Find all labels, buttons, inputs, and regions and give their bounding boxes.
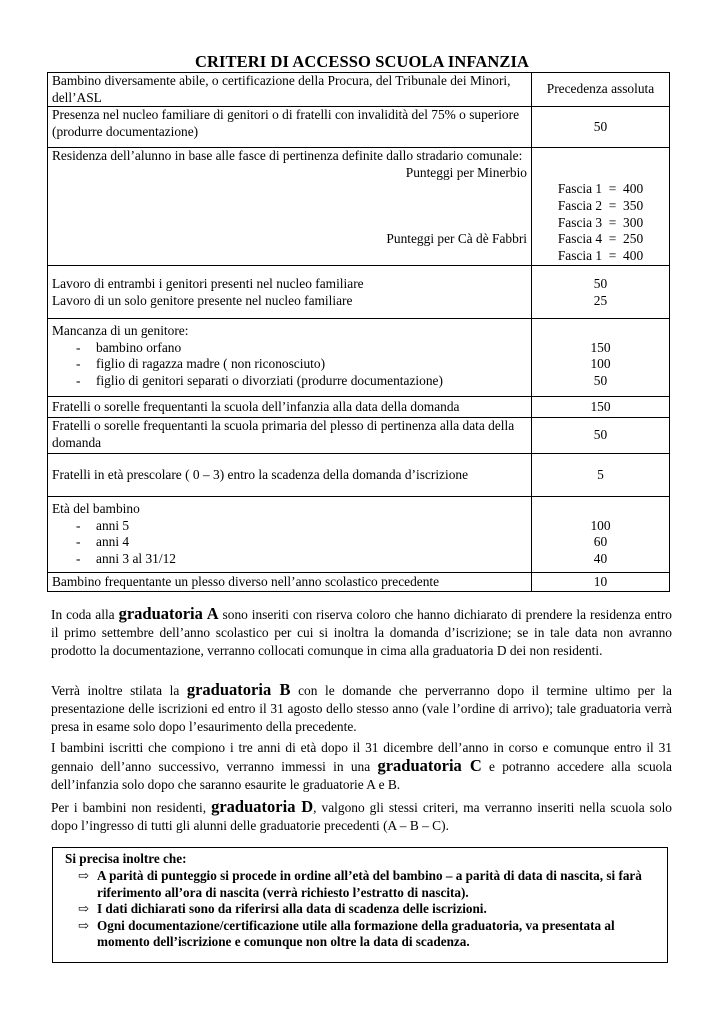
- criterion-cell: Bambino diversamente abile, o certificazione della Procura, del Tribunale dei Minori, dell’ASL: [48, 73, 532, 107]
- paragraph-graduatoria-b: Verrà inoltre stilata la graduatoria B con le domande che perverranno dopo il termine ultimo per la presentazione delle iscrizioni ed entro il 31 agosto dello stesso anno (vale l’ordine di arrivo); tale graduatoria verrà presa in esame solo dopo l’esaurimento della precedente.: [51, 680, 672, 734]
- score-cell: 5: [532, 454, 670, 497]
- list-item: - anni 5: [76, 517, 130, 533]
- score-cell: [532, 148, 670, 266]
- score-cell: [532, 319, 670, 397]
- table-row: [48, 497, 670, 573]
- table-row: [48, 418, 670, 454]
- fascia-value: Fascia 1 = 400: [557, 247, 644, 263]
- list-item: - anni 4: [76, 534, 130, 550]
- fascia-value: Fascia 1 = 400: [557, 181, 644, 197]
- right-arrow-icon: ⇨: [78, 917, 89, 933]
- list-item: - figlio di genitori separati o divorziati (produrre documentazione): [76, 372, 443, 388]
- score-cell: [532, 266, 670, 319]
- score-cell: 50: [532, 418, 670, 454]
- criteria-table: [47, 72, 670, 592]
- paragraph-graduatoria-c: I bambini iscritti che compiono i tre anni di età dopo il 31 dicembre dell’anno in corso e comunque entro il 31 gennaio dell’anno successivo, verranno immessi in una graduatoria C e potranno accedere alla scuola dell’infanzia solo dopo che saranno esaurite le graduatorie A e B.: [51, 740, 672, 792]
- note-heading: Si precisa inoltre che:: [65, 851, 187, 866]
- list-item: - bambino orfano: [76, 339, 182, 355]
- list-item: - anni 3 al 31/12: [76, 550, 176, 566]
- age-intro: Età del bambino: [52, 501, 140, 517]
- work-line: Lavoro di un solo genitore presente nel nucleo familiare: [52, 292, 353, 308]
- criterion-cell: [48, 266, 532, 319]
- note-item: ⇨ I dati dichiarati sono da riferirsi alla data di scadenza delle iscrizioni.: [78, 901, 487, 917]
- table-row: [48, 573, 670, 592]
- criterion-cell: Fratelli o sorelle frequentanti la scuola primaria del plesso di pertinenza alla data della domanda: [48, 418, 532, 454]
- list-value: 150: [590, 339, 611, 355]
- criterion-cell: [48, 319, 532, 397]
- list-value: 100: [590, 356, 611, 372]
- table-row: [48, 454, 670, 497]
- paragraph-graduatoria-d: Per i bambini non residenti, graduatoria D, valgono gli stessi criteri, ma verranno inseriti nella scuola solo dopo l’ingresso di tutti gli alunni delle graduatorie precedenti (A – B – C).: [51, 797, 672, 833]
- score-cell: 10: [532, 573, 670, 592]
- criterion-cell: Bambino frequentante un plesso diverso nell’anno scolastico precedente: [48, 573, 532, 592]
- criterion-cell: Fratelli o sorelle frequentanti la scuola dell’infanzia alla data della domanda: [48, 397, 532, 418]
- work-line: Lavoro di entrambi i genitori presenti nel nucleo familiare: [52, 276, 364, 292]
- minerbio-label: Punteggi per Minerbio: [405, 164, 527, 180]
- work-value: 25: [593, 292, 608, 308]
- note-item: ⇨ A parità di punteggio si procede in ordine all’età del bambino – a parità di data di nascita, si farà riferimento all’ora di nascita (verrà richiesto l’estratto di nascita).: [78, 868, 642, 900]
- criterion-cell: [48, 148, 532, 266]
- right-arrow-icon: ⇨: [78, 868, 89, 884]
- fascia-value: Fascia 4 = 250: [557, 231, 644, 247]
- table-row: [48, 148, 670, 266]
- graduatoria-label: graduatoria A: [118, 604, 219, 623]
- note-item: ⇨ Ogni documentazione/certificazione utile alla formazione della graduatoria, va presentata al momento dell’iscrizione e comunque non oltre la data di scadenza.: [78, 917, 615, 950]
- table-row: [48, 107, 670, 148]
- paragraph-graduatoria-a: In coda alla graduatoria A sono inseriti con riserva coloro che hanno dichiarato di prendere la residenza entro il primo settembre dell’anno scolastico per cui si inoltra la domanda d’iscrizione; se in tale data non avranno prodotto la documentazione, verranno collocati comunque in cima alla graduatoria D dei non residenti.: [51, 604, 672, 658]
- criterion-cell: Fratelli in età prescolare ( 0 – 3) entro la scadenza della domanda d’iscrizione: [48, 454, 532, 497]
- graduatoria-label: graduatoria D: [211, 797, 314, 816]
- list-value: 100: [590, 517, 611, 533]
- list-value: 40: [593, 550, 608, 566]
- score-cell: Precedenza assoluta: [532, 73, 670, 107]
- score-cell: [532, 497, 670, 573]
- page-title: CRITERI DI ACCESSO SCUOLA INFANZIA: [194, 52, 530, 71]
- table-row: [48, 397, 670, 418]
- table-row: [48, 319, 670, 397]
- score-cell: 50: [532, 107, 670, 148]
- residence-intro: Residenza dell’alunno in base alle fasce di pertinenza definite dallo stradario comunale:: [52, 148, 523, 164]
- criterion-cell: [48, 497, 532, 573]
- graduatoria-label: graduatoria B: [186, 680, 291, 699]
- missing-parent-intro: Mancanza di un genitore:: [52, 323, 189, 339]
- cadefabbri-label: Punteggi per Cà dè Fabbri: [386, 231, 527, 247]
- note-box: [52, 847, 668, 963]
- list-value: 60: [593, 534, 608, 550]
- fascia-value: Fascia 2 = 350: [557, 197, 644, 213]
- table-row: [48, 73, 670, 107]
- list-item: - figlio di ragazza madre ( non riconosciuto): [76, 356, 326, 372]
- graduatoria-label: graduatoria C: [377, 755, 482, 775]
- work-value: 50: [593, 276, 608, 292]
- fascia-value: Fascia 3 = 300: [557, 214, 644, 230]
- table-row: [48, 266, 670, 319]
- criterion-cell: Presenza nel nucleo familiare di genitori o di fratelli con invalidità del 75% o superiore (produrre documentazione): [48, 107, 532, 148]
- list-value: 50: [593, 372, 608, 388]
- score-cell: 150: [532, 397, 670, 418]
- right-arrow-icon: ⇨: [78, 901, 89, 917]
